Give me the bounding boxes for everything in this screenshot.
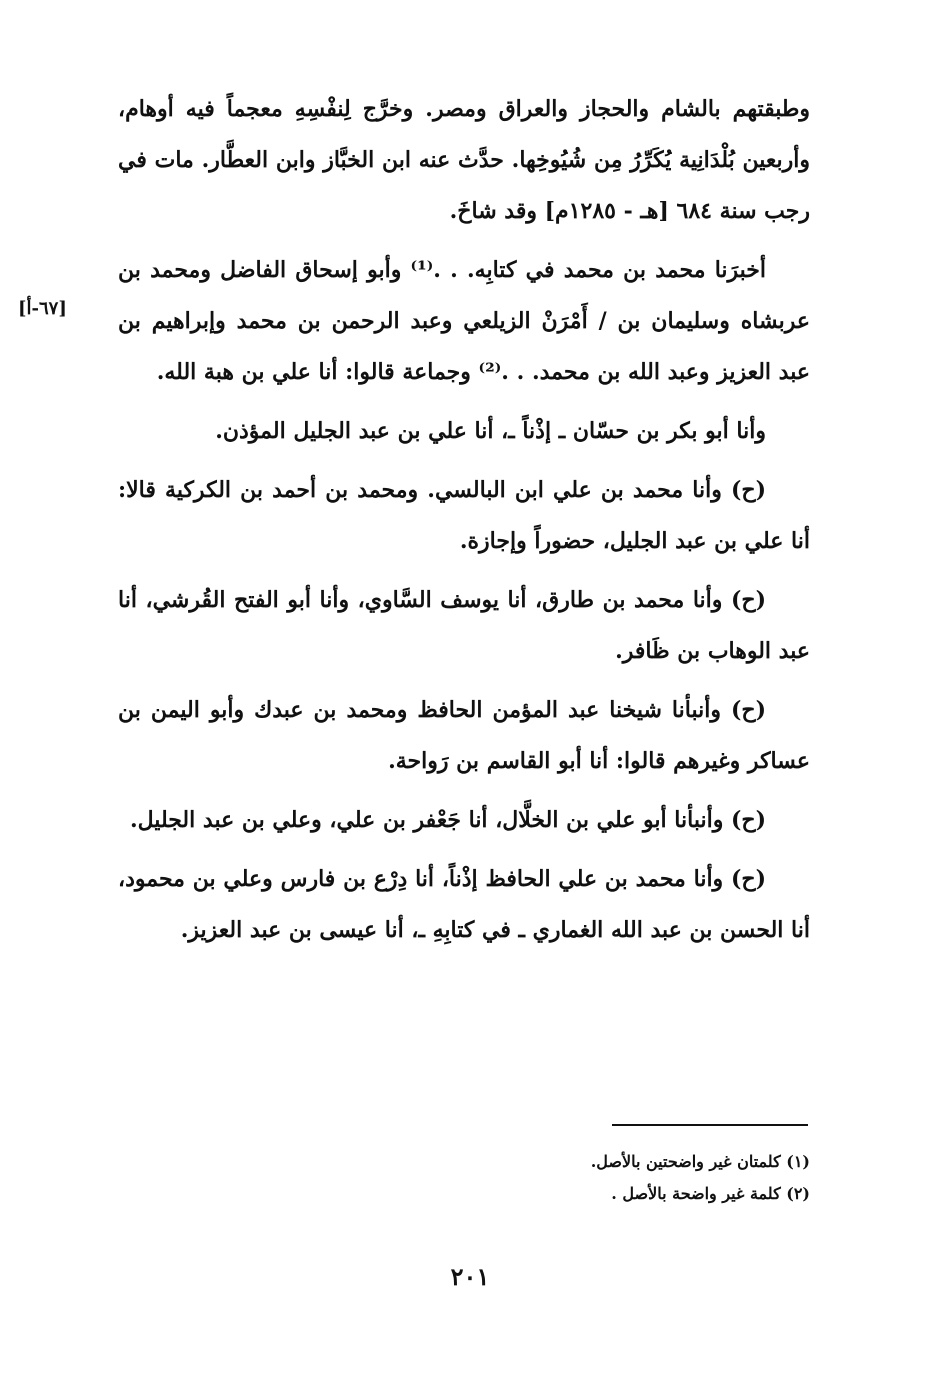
paragraph-5: (ح) وأنا محمد بن طارق، أنا يوسف السَّاوي، وأنا أبو الفتح القُرشي، أنا عبد الوهاب بن ظَافر. xyxy=(118,587,810,664)
page-number: ٢٠١ xyxy=(450,1262,490,1291)
footnotes xyxy=(430,1146,810,1210)
footnote-1: (١) كلمتان غير واضحتين بالأصل. xyxy=(590,1152,810,1171)
paragraph-1: وطبقتهم بالشام والحجاز والعراق ومصر. وخرَّج لِنفْسِهِ معجماً فيه أوهام، وأربعين بُلْدَانِية يُكَرِّرُ مِن شُيُوخِها. حدَّث عنه ابن الخبَّاز وابن العطَّار. مات في رجب سنة ٦٨٤ [هـ - ١٢٨٥م] وقد شاخَ. xyxy=(118,96,810,224)
footnote-divider xyxy=(612,1124,808,1126)
paragraph-2: أخبرَنا محمد بن محمد في كتابِه. . .⁽¹⁾ وأبو إسحاق الفاضل ومحمد بن عربشاه وسليمان بن / أَمْرَنْ الزيلعي وعبد الرحمن بن محمد وإبراهيم بن عبد العزيز وعبد الله بن محمد. . .⁽²⁾ وجماعة قالوا: أنا علي بن هبة الله. xyxy=(118,257,810,385)
main-text xyxy=(118,84,810,964)
manuscript-folio-reference: [٦٧-أ] xyxy=(18,298,67,319)
footnote-2: (٢) كلمة غير واضحة بالأصل . xyxy=(611,1184,810,1203)
paragraph-8: (ح) وأنا محمد بن علي الحافظ إذْناً، أنا دِرْع بن فارس وعلي بن محمود، أنا الحسن بن عبد الله الغماري ـ في كتابِهِ ـ، أنا عيسى بن عبد العزيز. xyxy=(118,866,810,943)
paragraph-3: وأنا أبو بكر بن حسّان ـ إذْناً ـ، أنا علي بن عبد الجليل المؤذن. xyxy=(215,418,766,444)
paragraph-6: (ح) وأنبأنا شيخنا عبد المؤمن الحافظ ومحمد بن عبدك وأبو اليمن بن عساكر وغيرهم قالوا: أنا أبو القاسم بن رَواحة. xyxy=(118,697,810,774)
paragraph-4: (ح) وأنا محمد بن علي ابن البالسي. ومحمد بن أحمد بن الكركية قالا: أنا علي بن عبد الجليل، حضوراً وإجازة. xyxy=(118,477,810,554)
paragraph-7: (ح) وأنبأنا أبو علي بن الخلَّال، أنا جَعْفر بن علي، وعلي بن عبد الجليل. xyxy=(129,807,766,833)
